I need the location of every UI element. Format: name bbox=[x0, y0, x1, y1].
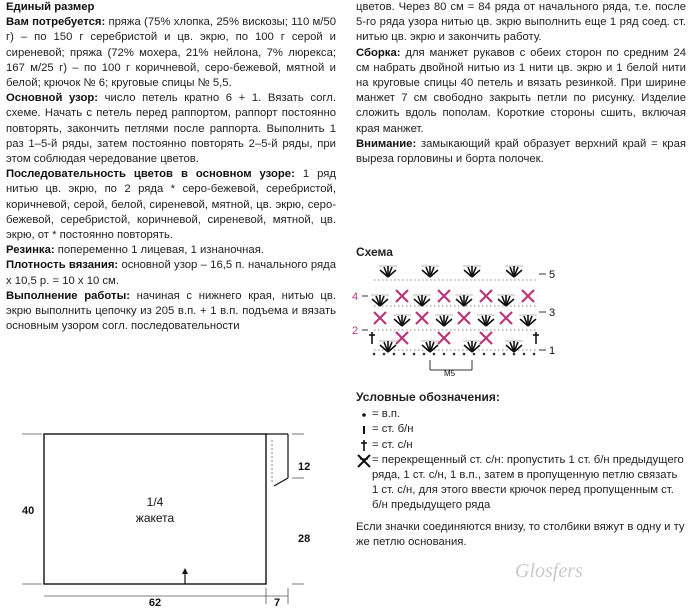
dim-height: 40 bbox=[22, 505, 35, 517]
paragraph-text: основной узор – 16,5 п. начального ряда х 10,5 р. = 10 х 10 см. bbox=[6, 259, 337, 287]
paragraph bbox=[6, 0, 336, 15]
row-number-1: 1 bbox=[549, 345, 556, 357]
paragraph-label: Вам потребуется: bbox=[6, 16, 106, 29]
row-3 bbox=[374, 312, 537, 326]
piece-label-name: жакета bbox=[135, 511, 175, 525]
paragraph-label: Резинка: bbox=[6, 244, 55, 257]
cuff-piece bbox=[266, 434, 288, 486]
row-5-fans bbox=[379, 266, 523, 277]
paragraph bbox=[356, 0, 686, 46]
legend-item bbox=[356, 453, 686, 514]
dot-icon bbox=[356, 407, 372, 421]
paragraph-text: 1 ряд нитью цв. экрю, по 2 ряда * серо-бежевой, серебристой, коричневой, серой, белой, сиреневой, мятной, цв. экрю, серо-бежевой, серебристой, коричневой, сиреневой, мятной, цв. экрю, от * постоянно повторять. bbox=[6, 168, 336, 242]
piece-label-fraction: 1/4 bbox=[146, 495, 164, 509]
paragraph-label: Выполнение работы: bbox=[6, 289, 130, 302]
paragraph bbox=[6, 91, 336, 167]
paragraph-label: Последовательность цветов в основном узоре: bbox=[6, 168, 295, 181]
paragraph-text: попеременно 1 лицевая, 1 изнаночная. bbox=[54, 244, 264, 257]
paragraph bbox=[356, 137, 686, 167]
paragraph-text: начиная с нижнего края, нитью цв. экрю выполнить цепочку из 205 в.п. + 1 в.п. подъема и вязать основным узором согл. последовательности bbox=[6, 289, 336, 333]
cross-dc-icon bbox=[356, 453, 372, 469]
dim-cuff-height: 28 bbox=[298, 533, 311, 545]
dim-cuff-width: 7 bbox=[273, 597, 281, 608]
legend-item bbox=[356, 438, 686, 453]
direction-arrow bbox=[182, 568, 188, 584]
paragraph-text: замыкающий край образует верхний край = края выреза горловины и борта полочек. bbox=[356, 137, 686, 166]
legend bbox=[356, 390, 686, 550]
legend-note: Если значки соединяются внизу, то столбики вяжут в одну и ту же петлю основания. bbox=[356, 520, 685, 548]
legend-text: = ст. б/н bbox=[372, 423, 414, 436]
row-number-5: 5 bbox=[549, 269, 556, 281]
paragraph-label: Сборка: bbox=[356, 46, 401, 59]
crochet-chart bbox=[344, 258, 564, 378]
right-text-column bbox=[356, 0, 686, 167]
paragraph-label: Основной узор: bbox=[6, 92, 99, 105]
legend-item bbox=[356, 407, 686, 422]
paragraph-label: Плотность вязания: bbox=[6, 259, 119, 272]
legend-text: = перекрещенный ст. с/н: пропустить 1 ст. б/н предыдущего ряда, 1 ст. с/н, 1 в.п., затем в пропущенную петлю связать 1 ст. с/н, для этого ввести крючок перед пропущенным ст. б/н предыдущего ряда bbox=[372, 453, 684, 512]
chain-base bbox=[373, 353, 536, 356]
paragraph bbox=[6, 289, 336, 335]
paragraph bbox=[6, 243, 336, 258]
paragraph-label: Внимание: bbox=[356, 137, 417, 150]
sc-icon bbox=[356, 422, 372, 436]
repeat-label: М5 bbox=[444, 369, 456, 378]
dim-cuff-top: 12 bbox=[298, 461, 311, 473]
paragraph-text: цветов. Через 80 см = 84 ряда от начального ряда, т.е. после 5-го ряда узора нитью цв. экрю выполнить еще 1 ряд соед. ст. нитью цв. экрю и закончить работу. bbox=[356, 1, 686, 44]
dc-icon bbox=[356, 438, 372, 452]
row-number-2: 2 bbox=[352, 325, 359, 337]
paragraph bbox=[6, 167, 336, 243]
legend-text: = в.п. bbox=[372, 408, 401, 421]
legend-text: = ст. с/н bbox=[372, 438, 413, 451]
paragraph-text: число петель кратно 6 + 1. Вязать согл. схеме. Начать с петель перед раппортом, раппорт постоянно повторять, закончить петлями после раппорта. Выполнить 1 раз 1–5-й ряды, затем постоянно повторять 2–5-й ряды, при этом соблюдая чередование цветов. bbox=[6, 92, 336, 166]
paragraph bbox=[6, 258, 336, 288]
paragraph bbox=[356, 46, 686, 137]
paragraph bbox=[6, 15, 336, 91]
row-4-crosses bbox=[371, 290, 534, 306]
watermark: Glosfers bbox=[515, 560, 583, 582]
pattern-piece bbox=[44, 434, 266, 584]
paragraph-label: Единый размер bbox=[6, 1, 95, 13]
left-text-column bbox=[6, 0, 336, 334]
paragraph-text: для манжет рукавов с обеих сторон по средним 24 см набрать двойной нитью из 1 нити цв. экрю и 1 белой нити на круговые спицы 40 петель и вязать резинкой. При ширине манжет 7 см свободно закрыть петли по рисунку. Изделие сложить вдоль пополам. Короткие стороны сшить, включая края манжет. bbox=[356, 46, 686, 135]
legend-title: Условные обозначения: bbox=[356, 390, 500, 404]
garment-pattern bbox=[14, 428, 344, 608]
row-number-3: 3 bbox=[549, 307, 556, 319]
legend-item bbox=[356, 422, 686, 437]
dim-width: 62 bbox=[148, 597, 162, 608]
schema-title: Схема bbox=[356, 245, 393, 259]
paragraph-text: пряжа (75% хлопка, 25% вискозы; 110 м/50 г) – по 150 г серебристой и цв. экрю, по 100 г серой и сиреневой; пряжа (72% мохера, 21% нейлона, 7% люрекса; 167 м/25 г) – по 100 г коричневой, серо-бежевой, мятной и белой; крючок № 6; круговые спицы № 5,5. bbox=[6, 16, 336, 90]
row-ticks bbox=[362, 274, 546, 350]
row-number-4: 4 bbox=[352, 291, 359, 303]
